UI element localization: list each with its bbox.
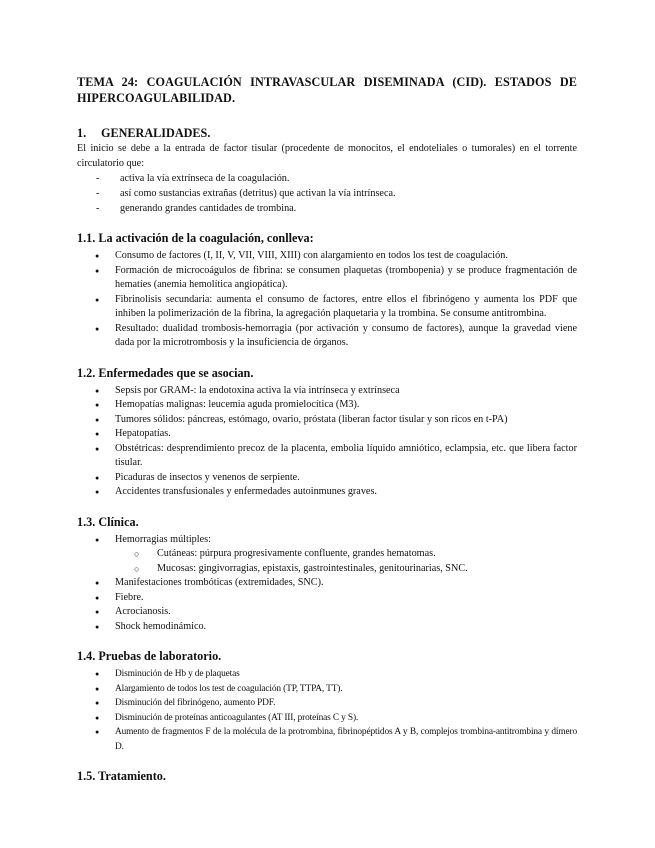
dash-list (77, 171, 577, 216)
sub-list-item: ○ Cutáneas: púrpura progresivamente confluente, grandes hematomas. (77, 547, 577, 562)
section-title: GENERALIDADES. (101, 126, 211, 140)
list-item: ● Sepsis por GRAM-: la endotoxina activa la vía intrínseca y extrínseca (77, 384, 577, 399)
list-item: ● Acrocianosis. (77, 605, 577, 620)
list-item: ● Disminución del fibrinógeno, aumento PDF. (77, 696, 577, 711)
section-heading-generalidades (77, 125, 577, 141)
list-item: ● Manifestaciones trombóticas (extremidades, SNC). (77, 576, 577, 591)
list-item: ● Disminución de proteínas anticoagulantes (AT III, proteínas C y S). (77, 711, 577, 726)
subsection-heading-pruebas: 1.4. Pruebas de laboratorio. (77, 649, 222, 663)
list-item: ● Consumo de factores (I, II, V, VII, VIII, XIII) con alargamiento en todos los test de coagulación. (77, 249, 577, 264)
list-item: ● Resultado: dualidad trombosis-hemorragia (por activación y consumo de factores), aunque la gravedad viene dada por la microtrombosis y la insuficiencia de órganos. (77, 322, 577, 351)
subsection-heading-activacion: 1.1. La activación de la coagulación, conlleva: (77, 231, 314, 245)
list-item: - activa la vía extrínseca de la coagulación. (77, 171, 577, 186)
bullet-list (77, 667, 577, 754)
subsection-heading-clinica: 1.3. Clínica. (77, 514, 139, 529)
list-item: ● Fiebre. (77, 591, 577, 606)
list-item: - así como sustancias extrañas (detritus) que activan la vía intrínseca. (77, 186, 577, 201)
subsection-heading-tratamiento: 1.5. Tratamiento. (77, 769, 166, 783)
intro-paragraph: El inicio se debe a la entrada de factor tisular (procedente de monocitos, el endoteliales o tumorales) en el torrente circulatorio que: (77, 143, 577, 169)
subsection-heading-enfermedades: 1.2. Enfermedades que se asocian. (77, 365, 254, 380)
list-item (77, 533, 577, 548)
list-item: ● Tumores sólidos: páncreas, estómago, ovario, próstata (liberan factor tisular y son ricos en t-PA) (77, 413, 577, 428)
bullet-list (77, 249, 577, 351)
list-item: ● Fibrinolisis secundaria: aumenta el consumo de factores, entre ellos el fibrinógeno y aumenta los PDF que inhiben la polimerización de la fibrina, la agregación plaquetaria y la trombina. Se consume antitrombina. (77, 293, 577, 322)
sub-bullet-list (77, 547, 577, 576)
list-item: ● Alargamiento de todos los test de coagulación (TP, TTPA, TT). (77, 682, 577, 697)
bullet-list (77, 576, 577, 634)
list-item: ● Accidentes transfusionales y enfermedades autoinmunes graves. (77, 485, 577, 500)
list-item: ● Shock hemodinámico. (77, 620, 577, 635)
list-item: ● Hepatopatías. (77, 427, 577, 442)
list-item: - generando grandes cantidades de trombina. (77, 201, 577, 216)
bullet-list (77, 384, 577, 500)
list-item: ● Aumento de fragmentos F de la molécula de la protrombina, fibrinopéptidos A y B, complejos trombina-antitrombina y dímero D. (77, 725, 577, 754)
list-item: ● Obstétricas: desprendimiento precoz de la placenta, embolia líquido amniótico, eclampsia, etc. que libera factor tisular. (77, 442, 577, 471)
list-item: ● Disminución de Hb y de plaquetas (77, 667, 577, 682)
list-item: ● Hemopatías malignas: leucemia aguda promielocítica (M3). (77, 398, 577, 413)
sub-list-item: ○ Mucosas: gingivorragias, epistaxis, gastrointestinales, genitourinarias, SNC. (77, 562, 577, 577)
list-item-text: Hemorragias múltiples: (115, 533, 211, 545)
list-item: ● Picaduras de insectos y venenos de serpiente. (77, 471, 577, 486)
document-title: TEMA 24: COAGULACIÓN INTRAVASCULAR DISEMINADA (CID). ESTADOS DE HIPERCOAGULABILIDAD. (77, 75, 577, 105)
bullet-list (77, 533, 577, 548)
list-item: ● Formación de microcoágulos de fibrina: se consumen plaquetas (trombopenia) y se produce fragmentación de hematíes (anemia hemolítica angiopática). (77, 264, 577, 293)
section-number: 1. (77, 126, 87, 140)
